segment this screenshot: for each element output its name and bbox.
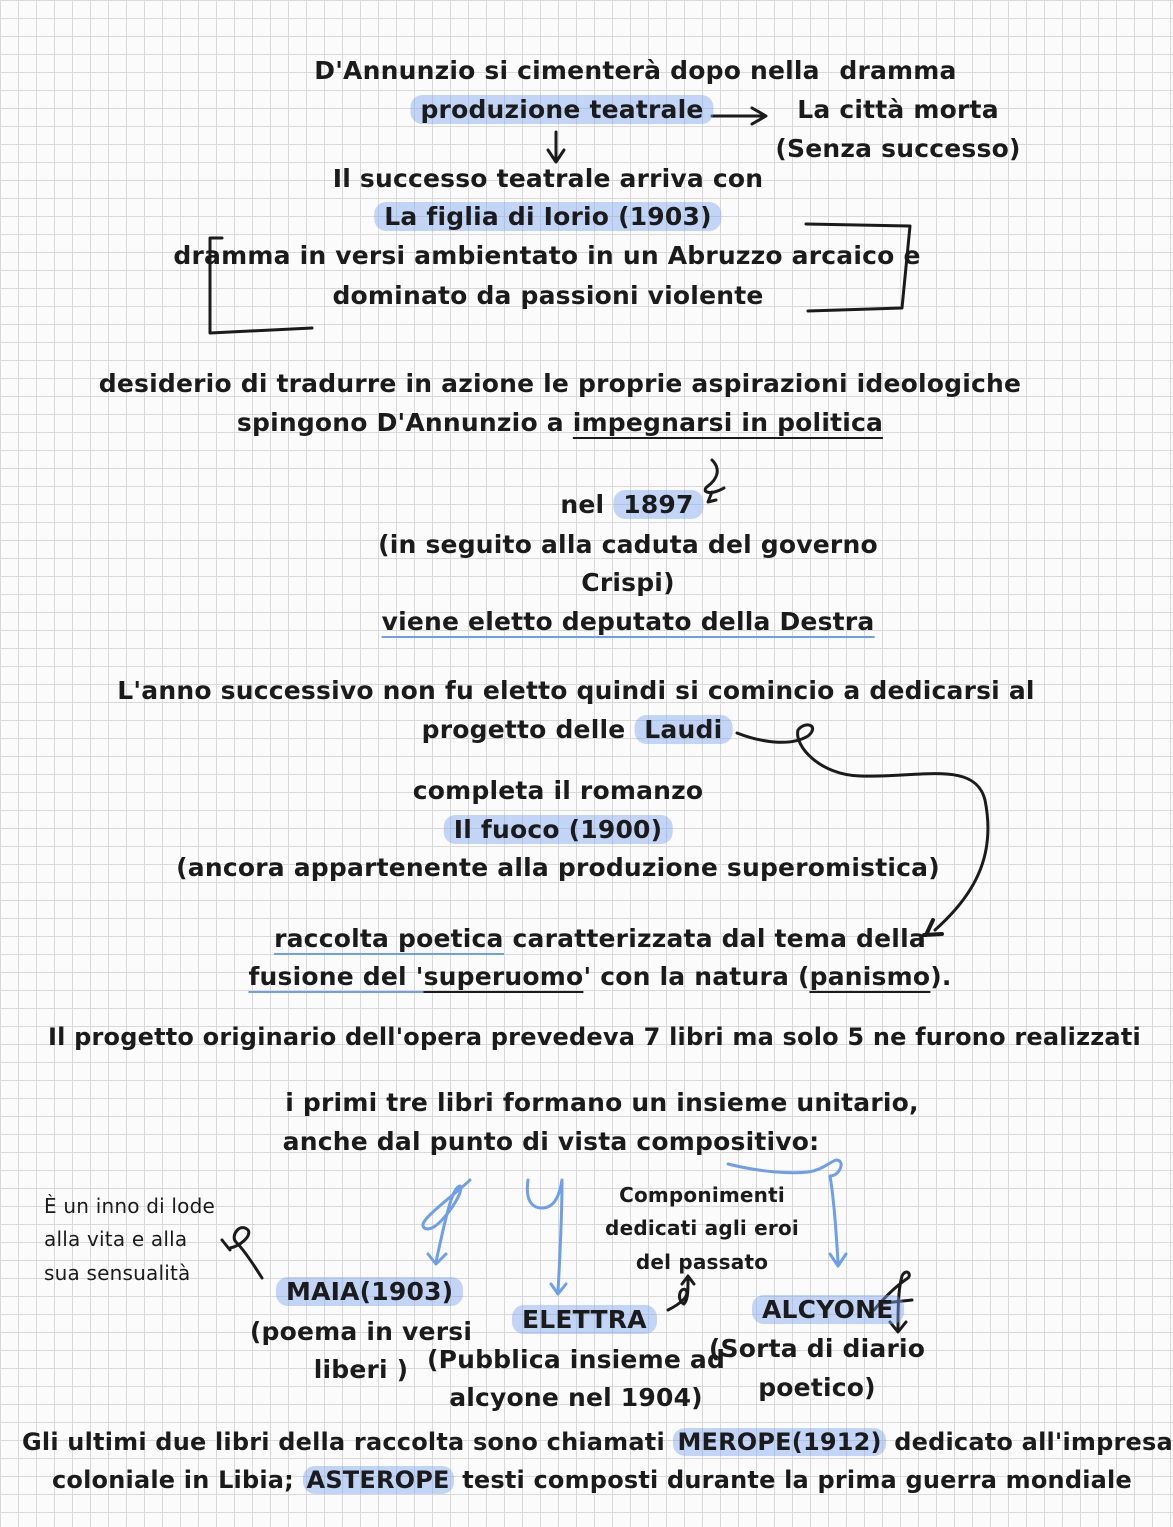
curved-connector xyxy=(737,725,988,930)
elettra-note-3: del passato xyxy=(635,1250,769,1274)
closing-line-2a: coloniale in Libia; xyxy=(52,1466,303,1494)
blue-y-arrow-icon xyxy=(527,1180,566,1294)
elettra-note-1: Componimenti xyxy=(619,1183,785,1207)
drama-label: dramma xyxy=(839,56,957,85)
maia-title xyxy=(276,1277,463,1307)
arrow-down-icon xyxy=(548,132,564,162)
success-desc-1: dramma in versi ambientato in un Abruzzo arcaico e xyxy=(173,241,921,270)
laudi-desc-1a: raccolta poetica xyxy=(274,924,504,953)
arrow-right-icon xyxy=(712,108,766,124)
books-line-2: anche dal punto di vista compositivo: xyxy=(282,1127,820,1156)
elettra-note-2: dedicati agli eroi xyxy=(605,1216,799,1240)
alcyone-desc-1: (Sorta di diario xyxy=(708,1334,926,1363)
asterope-highlight: ASTEROPE xyxy=(303,1466,454,1494)
merope-highlight: MEROPE(1912) xyxy=(673,1428,885,1456)
alcyone-title xyxy=(752,1295,904,1325)
politics-line-2 xyxy=(237,408,883,438)
laudi-desc-2a: fusione del ' xyxy=(248,962,424,991)
closing-line-1a: Gli ultimi due libri della raccolta sono chiamati xyxy=(22,1428,674,1456)
politics-line-1: desiderio di tradurre in azione le proprie aspirazioni ideologiche xyxy=(98,369,1022,398)
politics-note-2: Crispi) xyxy=(581,568,675,597)
intro-highlight-teatrale: produzione teatrale xyxy=(410,95,713,124)
arrow-head-icon xyxy=(924,920,942,935)
laudi-desc-2b: superuomo xyxy=(423,962,584,991)
blue-loop-arrow-icon xyxy=(423,1180,470,1264)
maia-note-3: sua sensualità xyxy=(44,1261,191,1285)
closing-line-2 xyxy=(52,1465,1132,1495)
novel-title-highlight: Il fuoco (1900) xyxy=(444,815,673,844)
intro-line-2 xyxy=(410,95,713,125)
politics-note-1: (in seguito alla caduta del governo xyxy=(378,530,878,559)
squiggle-arrow-icon xyxy=(705,460,724,502)
closing-line-2c: testi composti durante la prima guerra mondiale xyxy=(453,1466,1132,1494)
success-title-highlight: La figlia di Iorio (1903) xyxy=(374,202,721,231)
closing-line-1c: dedicato all'impresa xyxy=(885,1428,1173,1456)
laudi-desc-1 xyxy=(274,924,926,954)
curl-arrow-icon xyxy=(668,1276,694,1310)
maia-note-1: È un inno di lode xyxy=(44,1194,216,1218)
politics-line-2b: impegnarsi in politica xyxy=(572,408,884,437)
alcyone-desc-2: poetico) xyxy=(758,1373,876,1402)
laudi-desc-2c: ' con la natura ( xyxy=(583,962,810,991)
maia-title-highlight: MAIA(1903) xyxy=(276,1277,463,1306)
success-desc-2: dominato da passioni violente xyxy=(332,281,764,310)
success-line-1: Il successo teatrale arriva con xyxy=(332,164,764,193)
novel-title xyxy=(444,815,673,845)
laudi-project: Il progetto originario dell'opera prevedeva 7 libri ma solo 5 ne furono realizzati xyxy=(48,1023,1141,1051)
novel-line-1: completa il romanzo xyxy=(412,776,704,805)
success-title xyxy=(374,202,721,232)
politics-year-prefix: nel xyxy=(560,490,614,519)
politics-year xyxy=(560,490,703,520)
politics-year-highlight: 1897 xyxy=(613,490,703,519)
elettra-desc-2: alcyone nel 1904) xyxy=(449,1383,703,1412)
books-line-1: i primi tre libri formano un insieme unitario, xyxy=(285,1088,919,1117)
elettra-desc-1: (Pubblica insieme ad xyxy=(426,1345,726,1374)
hook-arrow-icon xyxy=(222,1228,262,1278)
laudi-line-2a: progetto delle xyxy=(421,715,635,744)
laudi-desc-2e: ). xyxy=(930,962,952,991)
maia-desc-2: liberi ) xyxy=(313,1355,409,1384)
alcyone-title-highlight: ALCYONE xyxy=(752,1295,904,1324)
elettra-title-highlight: ELETTRA xyxy=(512,1305,657,1334)
novel-note: (ancora appartenente alla produzione superomistica) xyxy=(176,853,940,882)
drama-note: (Senza successo) xyxy=(775,134,1021,163)
politics-line-2a: spingono D'Annunzio a xyxy=(236,408,573,437)
laudi-highlight: Laudi xyxy=(634,715,732,744)
laudi-line-2 xyxy=(422,715,733,745)
elettra-title xyxy=(512,1305,657,1335)
laudi-desc-1b: caratterizzata dal tema della xyxy=(503,924,926,953)
politics-elected-text: viene eletto deputato della Destra xyxy=(381,607,875,636)
laudi-desc-2d: panismo xyxy=(809,962,931,991)
intro-line-1: D'Annunzio si cimenterà dopo nella xyxy=(314,56,820,85)
politics-elected xyxy=(382,607,875,637)
maia-note-2: alla vita e alla xyxy=(44,1227,188,1251)
closing-line-1 xyxy=(22,1427,1173,1457)
maia-desc-1: (poema in versi xyxy=(249,1317,473,1346)
laudi-line-1: L'anno successivo non fu eletto quindi si comincio a dedicarsi al xyxy=(117,676,1035,705)
laudi-desc-2 xyxy=(248,962,951,992)
drama-title: La città morta xyxy=(797,95,999,124)
